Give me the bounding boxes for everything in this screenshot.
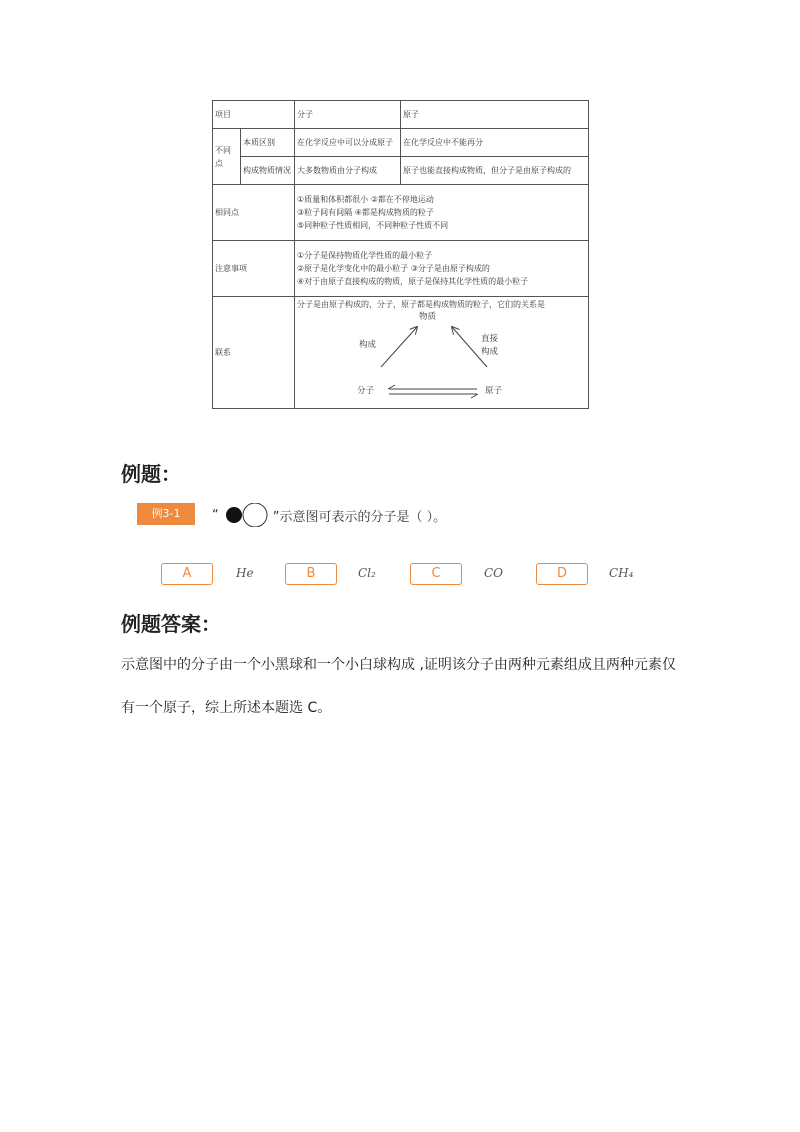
- similar-points-label: 相同点: [213, 185, 295, 241]
- question-text: [212, 504, 446, 526]
- relation-diagram: [297, 311, 586, 407]
- different-points-label: 不同点: [213, 129, 241, 185]
- composition-atom-cell: 原子也能直接构成物质，但分子是由原子构成的: [401, 157, 589, 185]
- table-row-header: [213, 101, 589, 129]
- option-c-button[interactable]: C: [410, 563, 462, 585]
- table-row-notes: [213, 241, 589, 297]
- molecule-diagram-icon: [221, 503, 271, 527]
- header-atom-cell: 原子: [401, 101, 589, 129]
- table-row-relation: [213, 297, 589, 409]
- diagram-substance-label: 物质: [419, 312, 437, 322]
- table-row-composition: [213, 157, 589, 185]
- option-d-value: CH₄: [609, 566, 634, 580]
- arrowhead-left: [388, 385, 395, 389]
- similar-line-2: ③粒子间有间隔 ④都是构成物质的粒子: [297, 208, 434, 217]
- answer-line-1: 示意图中的分子由一个小黑球和一个小白球构成 ,证明该分子由两种元素组成且两种元素仅: [121, 657, 676, 673]
- comparison-table-wrapper: [212, 100, 588, 409]
- option-b-value: Cl₂: [358, 566, 376, 580]
- relation-text: 分子是由原子构成的，分子，原子都是构成物质的粒子，它们的关系是: [297, 300, 545, 309]
- option-a-value: He: [236, 566, 254, 580]
- diagram-atom-label: 原子: [485, 386, 503, 396]
- relation-label: 联系: [213, 297, 295, 409]
- answer-heading: 例题答案：: [121, 612, 221, 636]
- notes-line-2: ②原子是化学变化中的最小粒子 ③分子是由原子构成的: [297, 264, 490, 273]
- essence-atom-cell: 在化学反应中不能再分: [401, 129, 589, 157]
- option-a-button[interactable]: A: [161, 563, 213, 585]
- relation-arrows: [297, 311, 587, 407]
- question-prefix: “: [212, 507, 219, 523]
- option-c-value: CO: [484, 566, 504, 580]
- essence-molecule-cell: 在化学反应中可以分成原子: [295, 129, 401, 157]
- example-badge: 例3-1: [137, 503, 195, 525]
- essence-label: 本质区别: [241, 129, 295, 157]
- arrow-molecule-to-substance: [381, 327, 417, 367]
- relation-cell: [295, 297, 589, 409]
- composition-label: 构成物质情况: [241, 157, 295, 185]
- white-ball-icon: [243, 503, 267, 527]
- diagram-compose2-label: 构成: [481, 347, 499, 357]
- notes-cell: [295, 241, 589, 297]
- table-row-essence: [213, 129, 589, 157]
- notes-label: 注意事项: [213, 241, 295, 297]
- diagram-compose-label: 构成: [359, 340, 377, 350]
- similar-points-cell: [295, 185, 589, 241]
- table-row-similar: [213, 185, 589, 241]
- question-suffix: ”示意图可表示的分子是（ ）。: [272, 509, 447, 525]
- answer-line-2: 有一个原子，综上所述本题选 C。: [121, 700, 332, 716]
- diagram-molecule-label: 分子: [357, 386, 375, 396]
- option-b-button[interactable]: B: [285, 563, 337, 585]
- arrowhead-right: [471, 394, 478, 398]
- similar-line-3: ⑤同种粒子性质相同，不同种粒子性质不同: [297, 221, 449, 230]
- option-d-button[interactable]: D: [536, 563, 588, 585]
- example-heading: 例题：: [121, 462, 181, 486]
- header-item-cell: 项目: [213, 101, 295, 129]
- black-ball-icon: [226, 507, 242, 523]
- notes-line-3: ④对于由原子直接构成的物质，原子是保持其化学性质的最小粒子: [297, 277, 529, 286]
- molecule-atom-comparison-table: [212, 100, 589, 409]
- diagram-direct-label: 直接: [481, 334, 499, 344]
- composition-molecule-cell: 大多数物质由分子构成: [295, 157, 401, 185]
- header-molecule-cell: 分子: [295, 101, 401, 129]
- notes-line-1: ①分子是保持物质化学性质的最小粒子: [297, 251, 433, 260]
- similar-line-1: ①质量和体积都很小 ②都在不停地运动: [297, 195, 434, 204]
